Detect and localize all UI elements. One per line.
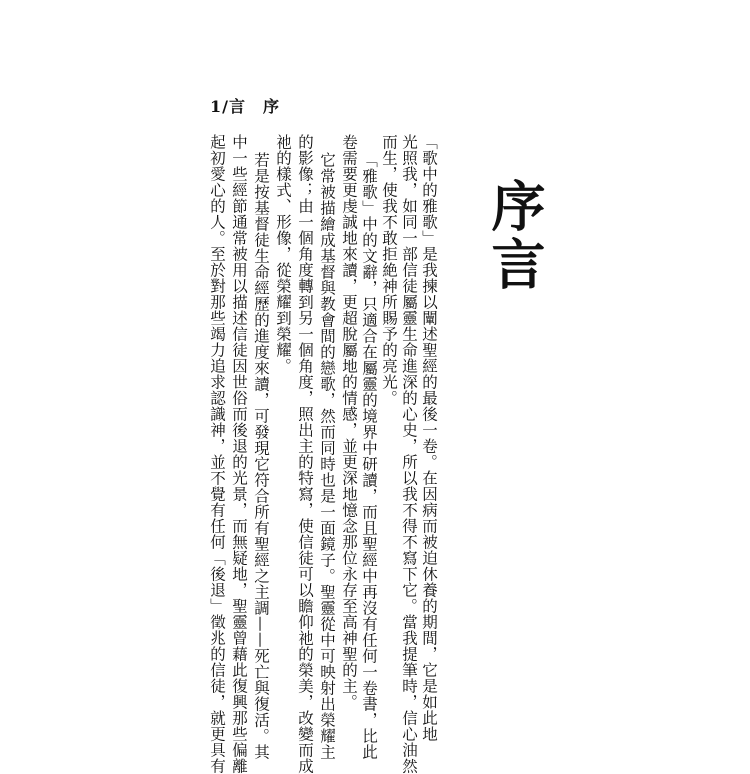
text-column-3: 而生，使我不敢拒絶神所賜予的亮光。 (380, 134, 398, 406)
text-column-11: 起初愛心的人。至於對那些竭力追求認識神，並不覺有任何「後退」徵兆的信徒，就更具有 (208, 134, 226, 774)
text-column-8: 祂的樣式、形像，從榮耀到榮耀。 (274, 134, 292, 374)
text-column-1: 「歌中的雅歌」是我揀以闡述聖經的最後一卷。在因病而被迫休養的期間，它是如此地 (420, 134, 438, 742)
text-column-10: 中一些經節通常被用以描述信徒因世俗而後退的光景，而無疑地，聖靈曾藉此復興那些偏離 (230, 134, 248, 774)
page-title: 序言 (483, 178, 547, 294)
text-column-7: 的影像；由一個角度轉到另一個角度，照出主的特寫，使信徒可以瞻仰祂的榮美，改變而成 (296, 134, 314, 774)
text-column-4: 「雅歌」中的文辭，只適合在屬靈的境界中研讀，而且聖經中再沒有任何一卷書，比此 (360, 152, 378, 760)
text-column-9: 若是按基督徒生命經歷的進度來讀，可發現它符合所有聖經之主調——死亡與復活。其 (252, 152, 270, 760)
text-column-5: 卷需要更虔誠地來讀，更超脫屬地的情感，並更深地憶念那位永存至高神聖的主。 (340, 134, 358, 710)
text-column-2: 光照我，如同一部信徒屬靈生命進深的心史，所以我不得不寫下它。當我提筆時，信心油然 (400, 134, 418, 774)
running-head: 1/言 序 (210, 97, 280, 116)
text-column-6: 它常被描繪成基督與教會間的戀歌，然而同時也是一面鏡子。聖靈從中可映射出榮耀主 (318, 152, 336, 760)
